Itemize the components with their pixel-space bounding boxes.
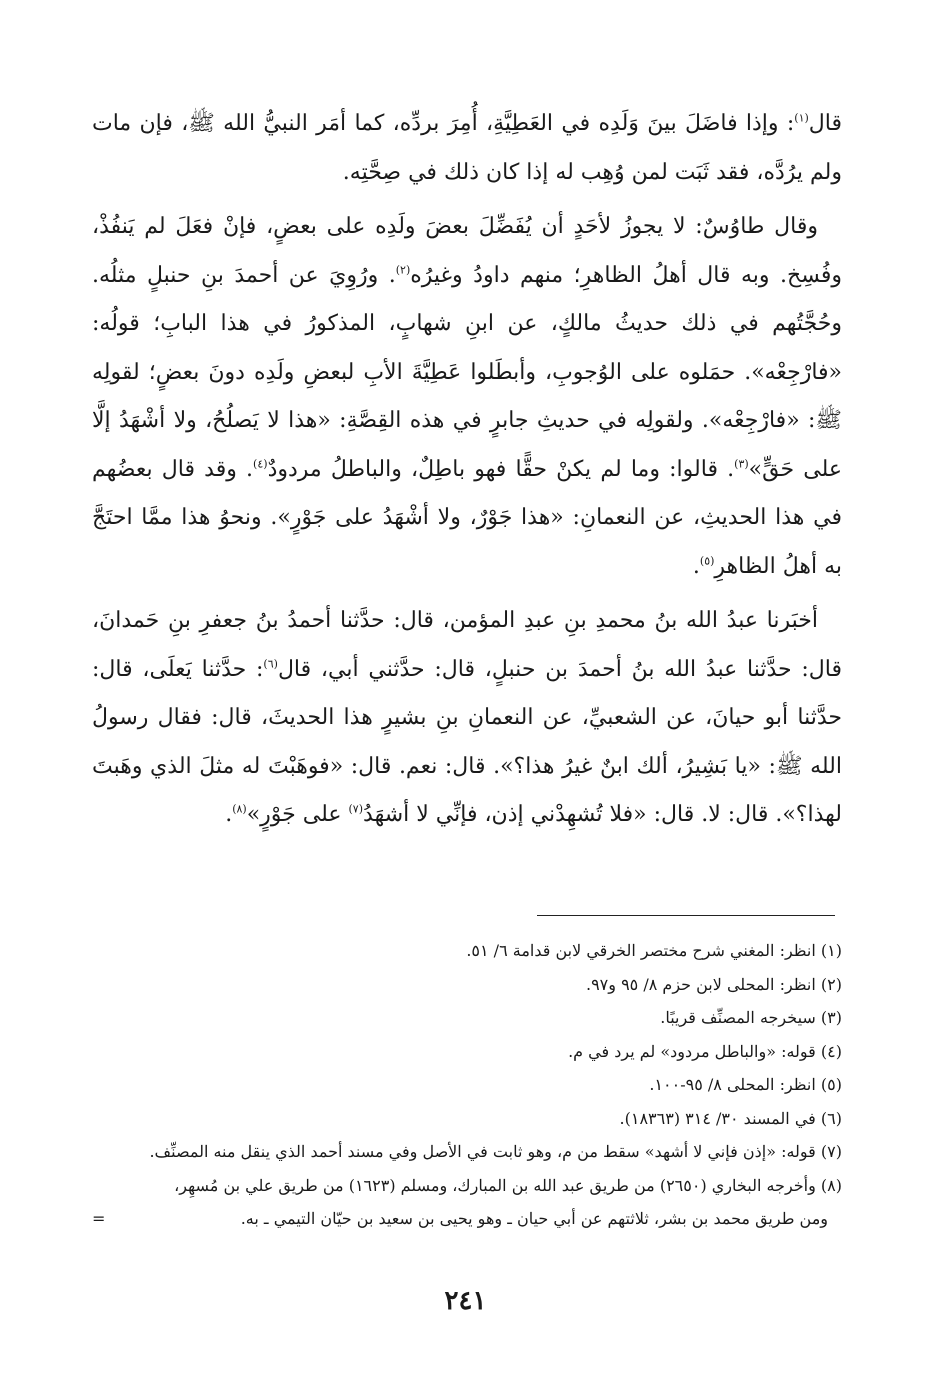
page-number: ٢٤١ [444, 1286, 487, 1316]
footnote-8: (٨) وأخرجه البخاري (٢٦٥٠) من طريق عبد الله بن المبارك، ومسلم (١٦٢٣) من طريق علي بن مُسهِر، [174, 1175, 842, 1195]
footnote-ref-5[interactable]: (٥) [699, 554, 715, 568]
paragraph-text: وقال طاوُسٌ: لا يجوزُ لأحَدٍ أن يُفَضِّلَ بعضَ ولَدِه على بعضٍ، فإنْ فعَلَ لم يَنفُذْ، وفُسِخ. وبه قال أهلُ الظاهرِ؛ منهم داودُ وغيرُه [92, 214, 842, 288]
footnote-ref-4[interactable]: (٤) [253, 457, 268, 471]
footnote-ref-1[interactable]: (١) [794, 111, 809, 125]
paragraph-text: . قالوا: وما لم يكنْ حقًّا فهو باطِلٌ، والباطلُ مردودٌ [267, 456, 735, 482]
footnote-1: (١) انظر: المغني شرح مختصر الخرقي لابن قدامة ٦/ ٥١. [466, 941, 842, 960]
footnote-ref-7[interactable]: (٧) [348, 802, 364, 816]
footnote-2: (٢) انظر: المحلى لابن حزم ٨/ ٩٥ و٩٧. [585, 974, 842, 994]
paragraph-text: . [225, 802, 233, 827]
footnote-4: (٤) قوله: «والباطل مردود» لم يرد في م. [568, 1041, 842, 1061]
paragraph-text: : وإذا فاضَلَ بينَ وَلَدِه في العَطِيَّةِ، أُمِرَ بردِّه، كما أمَر النبيُّ الله ﷺ، فإن مات ولم يرُدَّه، فقد ثَبَت لمن وُهِب له إذا كان ذلك في صِحَّتِه. [92, 111, 842, 185]
footnote-6: (٦) في المسند ٣٠/ ٣١٤ (١٨٣٦٣). [619, 1108, 842, 1128]
footnote-8-continuation [92, 1202, 842, 1236]
paragraph-text: أخبَرنا عبدُ الله بنُ محمدِ بنِ عبدِ المؤمن، قال: حدَّثنا أحمدُ بنُ جعفرِ بنِ حَمدانَ، قال: حدَّثنا عبدُ الله بنُ أحمدَ بن حنبلٍ، قال: حدَّثني أبي، قال [92, 608, 842, 682]
footnote-separator [537, 915, 835, 916]
paragraph-text: : حدَّثنا يَعلَى، قال: حدَّثنا أبو حيانَ، عن الشعبيِّ، عن النعمانِ بنِ بشيرٍ هذا الحديثَ، قال: فقال رسولُ الله ﷺ: «يا بَشِيرُ، ألك ابنٌ غيرُ هذا؟». قال: نعم. قال: «فوهَبْتَ له مثلَ الذي وهَبتَ لهذا؟». قال: لا. قال: «فلا تُشهِدْني إذن، فإنِّي لا أشهَدُ [92, 656, 843, 827]
footnote-3: (٣) سيخرجه المصنِّف قريبًا. [660, 1008, 842, 1027]
continued-mark: = [92, 1209, 106, 1228]
paragraph-text: . ورُوِيَ عن أحمدَ بنِ حنبلٍ مثلُه. وحُجَّتُهم في ذلك حديثُ مالكٍ، عن ابنِ شهابٍ، المذكورُ في هذا البابِ؛ قولُه: «فارْجِعْه». حمَلوه على الوُجوبِ، وأبطَلوا عَطِيَّةَ الأبِ لبعضِ ولَدِه دونَ بعضٍ؛ لقولِه ﷺ: «فارْجِعْه». ولقولِه في حديثِ جابرٍ في هذه القِصَّةِ: «هذا لا يَصلُحُ، ولا أشْهَدُ إلَّا على حَقٍّ» [92, 262, 842, 482]
paragraph-1 [92, 100, 842, 197]
paragraph-text: قال [808, 111, 842, 136]
footnotes [92, 934, 842, 1236]
paragraph-text: على جَوْرٍ» [246, 802, 349, 827]
footnote-ref-6[interactable]: (٦) [263, 657, 278, 671]
footnote-ref-2[interactable]: (٢) [395, 263, 411, 277]
paragraph-text: . وقد قال بعضُهم في هذا الحديثِ، عن النعمانِ: «هذا جَوْرٌ، ولا أشْهَدُ على جَوْرٍ». ونحوُ هذا ممَّا احتَجَّ به أهلُ الظاهرِ [92, 456, 842, 579]
paragraph-text: . [692, 553, 700, 579]
main-text [92, 100, 842, 840]
footnote-ref-8[interactable]: (٨) [232, 802, 247, 816]
footnote-continuation-text: ومن طريق محمد بن بشر، ثلاثتهم عن أبي حيان ـ وهو يحيى بن سعيد بن حيّان التيمي ـ به. [240, 1209, 828, 1228]
paragraph-3 [92, 597, 842, 840]
footnote-ref-3[interactable]: (٣) [734, 457, 749, 471]
paragraph-2 [92, 203, 842, 591]
footnote-5: (٥) انظر: المحلى ٨/ ٩٥-١٠٠. [649, 1075, 842, 1094]
footnote-7: (٧) قوله: «إذن فإني لا أشهد» سقط من م، وهو ثابت في الأصل وفي مسند أحمد الذي ينقل منه المصنِّف. [149, 1142, 842, 1161]
